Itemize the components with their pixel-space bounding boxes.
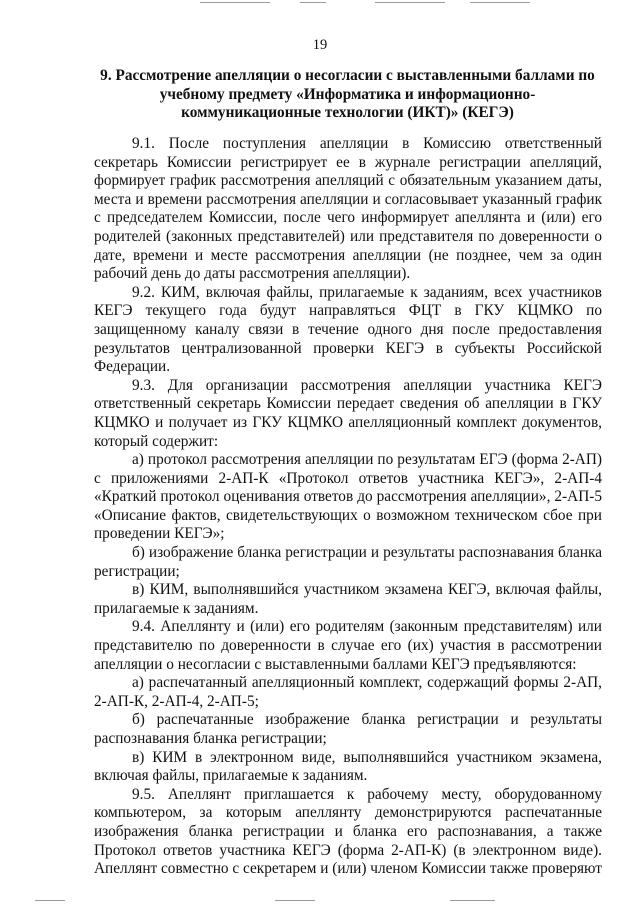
list-item-9-3-a: а) протокол рассмотрения апелляции по результатам ЕГЭ (форма 2-АП) с приложениями 2-АП-К «Протокол ответов участника КЕГЭ», 2-АП-4 «Краткий протокол оценивания ответов до рассмотрения апелляции», 2-АП-5 «Описание фактов, свидетельствующих о возможном техническом сбое при проведении КЕГЭ»; xyxy=(94,451,602,543)
section-title: 9. Рассмотрение апелляции о несогласии с выставленными баллами по учебному предмету «Информатика и информационно-коммуникационные технологии (ИКТ)» (КЕГЭ) xyxy=(100,67,595,121)
scan-artifact-line xyxy=(200,2,270,3)
list-item-9-4-v: в) КИМ в электронном виде, выполнявшийся участником экзамена, включая файлы, прилагаемые к заданиям. xyxy=(94,748,602,785)
paragraph-9-1: 9.1. После поступления апелляции в Комиссию ответственный секретарь Комиссии регистрирует ее в журнале регистрации апелляций, формирует график рассмотрения апелляций с обязательным указанием даты, места и времени рассмотрения апелляции и согласовывает указанный график с председателем Комиссии, после чего информирует апеллянта и (или) его родителей (законных представителей) или представителя по доверенности о дате, времени и месте рассмотрения апелляции (не позднее, чем за один рабочий день до даты рассмотрения апелляции). xyxy=(94,135,602,283)
list-item-9-4-b: б) распечатанные изображение бланка регистрации и результаты распознавания бланка регистрации; xyxy=(94,711,602,747)
paragraph-9-5: 9.5. Апеллянт приглашается к рабочему месту, оборудованному компьютером, за которым апеллянту демонстрируются распечатанные изображения бланка регистрации и бланка его распознавания, а также Протокол ответов участника КЕГЭ (форма 2-АП-К) (в электронном виде). Апеллянт совместно с секретарем и (или) членом Комиссии также проверяют xyxy=(94,785,602,878)
scan-artifact-line xyxy=(450,900,495,901)
paragraph-9-3: 9.3. Для организации рассмотрения апелляции участника КЕГЭ ответственный секретарь Комиссии передает сведения об апелляции в ГКУ КЦМКО и получает из ГКУ КЦМКО апелляционный комплект документов, который содержит: xyxy=(94,376,602,450)
page-number: 19 xyxy=(312,37,328,53)
paragraph-9-4: 9.4. Апеллянту и (или) его родителям (законным представителям) или представителю по доверенности в случае его (их) участия в рассмотрении апелляции о несогласии с выставленными баллами КЕГЭ предъявляются: xyxy=(94,618,602,673)
scan-artifact-line xyxy=(375,2,445,3)
scan-artifact-line xyxy=(35,900,65,901)
paragraph-9-2: 9.2. КИМ, включая файлы, прилагаемые к заданиям, всех участников КЕГЭ текущего года будут направляться ФЦТ в ГКУ КЦМКО по защищенному каналу связи в течение одного дня после предоставления результатов централизованной проверки КЕГЭ в субъекты Российской Федерации. xyxy=(94,283,602,376)
list-item-9-4-a: а) распечатанный апелляционный комплект, содержащий формы 2-АП, 2-АП-К, 2-АП-4, 2-АП-5; xyxy=(94,674,602,710)
document-body xyxy=(94,135,602,879)
scan-artifact-line xyxy=(275,900,315,901)
scan-artifact-line xyxy=(470,2,530,3)
list-item-9-3-v: в) КИМ, выполнявшийся участником экзамена КЕГЭ, включая файлы, прилагаемые к заданиям. xyxy=(94,581,602,617)
scan-artifact-line xyxy=(300,2,326,3)
list-item-9-3-b: б) изображение бланка регистрации и результаты распознавания бланка регистрации; xyxy=(94,544,602,580)
